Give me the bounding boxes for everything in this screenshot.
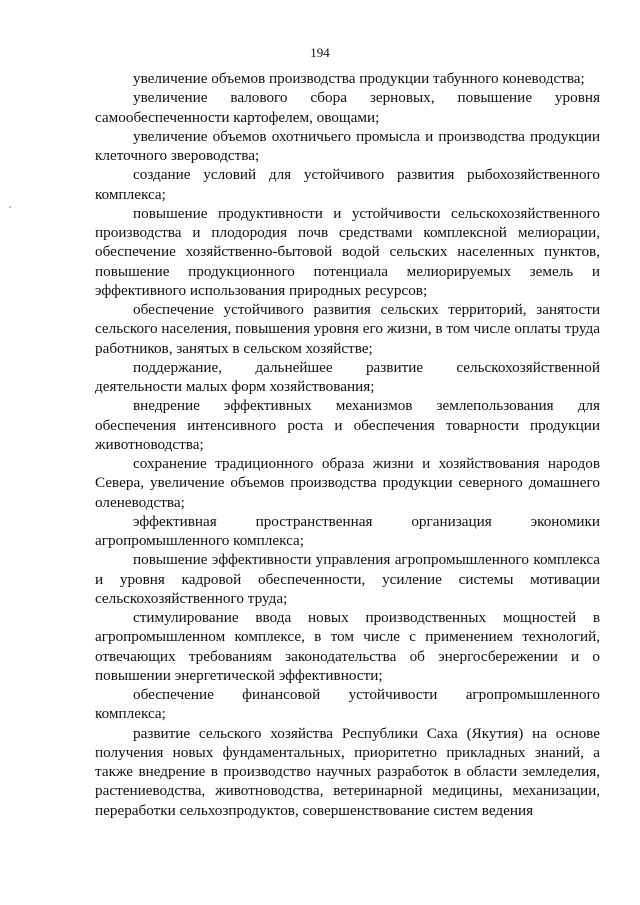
paragraph-13: обеспечение финансовой устойчивости агропромышленного комплекса; [95, 686, 600, 723]
body-text [95, 69, 600, 820]
paragraph-3: увеличение объемов охотничьего промысла и производства продукции клеточного звероводства; [95, 127, 600, 164]
paragraph-12: стимулирование ввода новых производственных мощностей в агропромышленном комплексе, в том числе с применением технологий, отвечающих требованиям законодательства об энергосбережении и о повышении энергетической эффективности; [95, 609, 600, 684]
margin-mark [9, 206, 11, 208]
paragraph-7: поддержание, дальнейшее развитие сельскохозяйственной деятельности малых форм хозяйствования; [95, 358, 600, 395]
paragraph-4: создание условий для устойчивого развития рыбохозяйственного комплекса; [95, 166, 600, 203]
paragraph-11: повышение эффективности управления агропромышленного комплекса и уровня кадровой обеспеченности, усиление системы мотивации сельскохозяйственного труда; [95, 551, 600, 607]
paragraph-8: внедрение эффективных механизмов землепользования для обеспечения интенсивного роста и обеспечения товарности продукции животноводства; [95, 397, 600, 453]
paragraph-2: увеличение валового сбора зерновых, повышение уровня самообеспеченности картофелем, овощами; [95, 89, 600, 126]
paragraph-10: эффективная пространственная организация экономики агропромышленного комплекса; [95, 512, 600, 549]
paragraph-1: увеличение объемов производства продукции табунного коневодства; [133, 70, 585, 87]
paragraph-6: обеспечение устойчивого развития сельских территорий, занятости сельского населения, повышения уровня его жизни, в том числе оплаты труда работников, занятых в сельском хозяйстве; [95, 301, 600, 357]
paragraph-14: развитие сельского хозяйства Республики Саха (Якутия) на основе получения новых фундаментальных, приоритетно прикладных знаний, а также внедрение в производство научных разработок в области земледелия, растениеводства, животноводства, ветеринарной медицины, механизации, переработки сельхозпродуктов, совершенствование систем ведения [95, 724, 600, 819]
page-number: 194 [310, 45, 330, 60]
paragraph-9: сохранение традиционного образа жизни и хозяйствования народов Севера, увеличение объемов производства продукции северного домашнего оленеводства; [95, 455, 600, 511]
paragraph-5: повышение продуктивности и устойчивости сельскохозяйственного производства и плодородия почв средствами комплексной мелиорации, обеспечение хозяйственно-бытовой водой сельских населенных пунктов, повышение продукционного потенциала мелиорируемых земель и эффективного использования природных ресурсов; [95, 204, 600, 299]
